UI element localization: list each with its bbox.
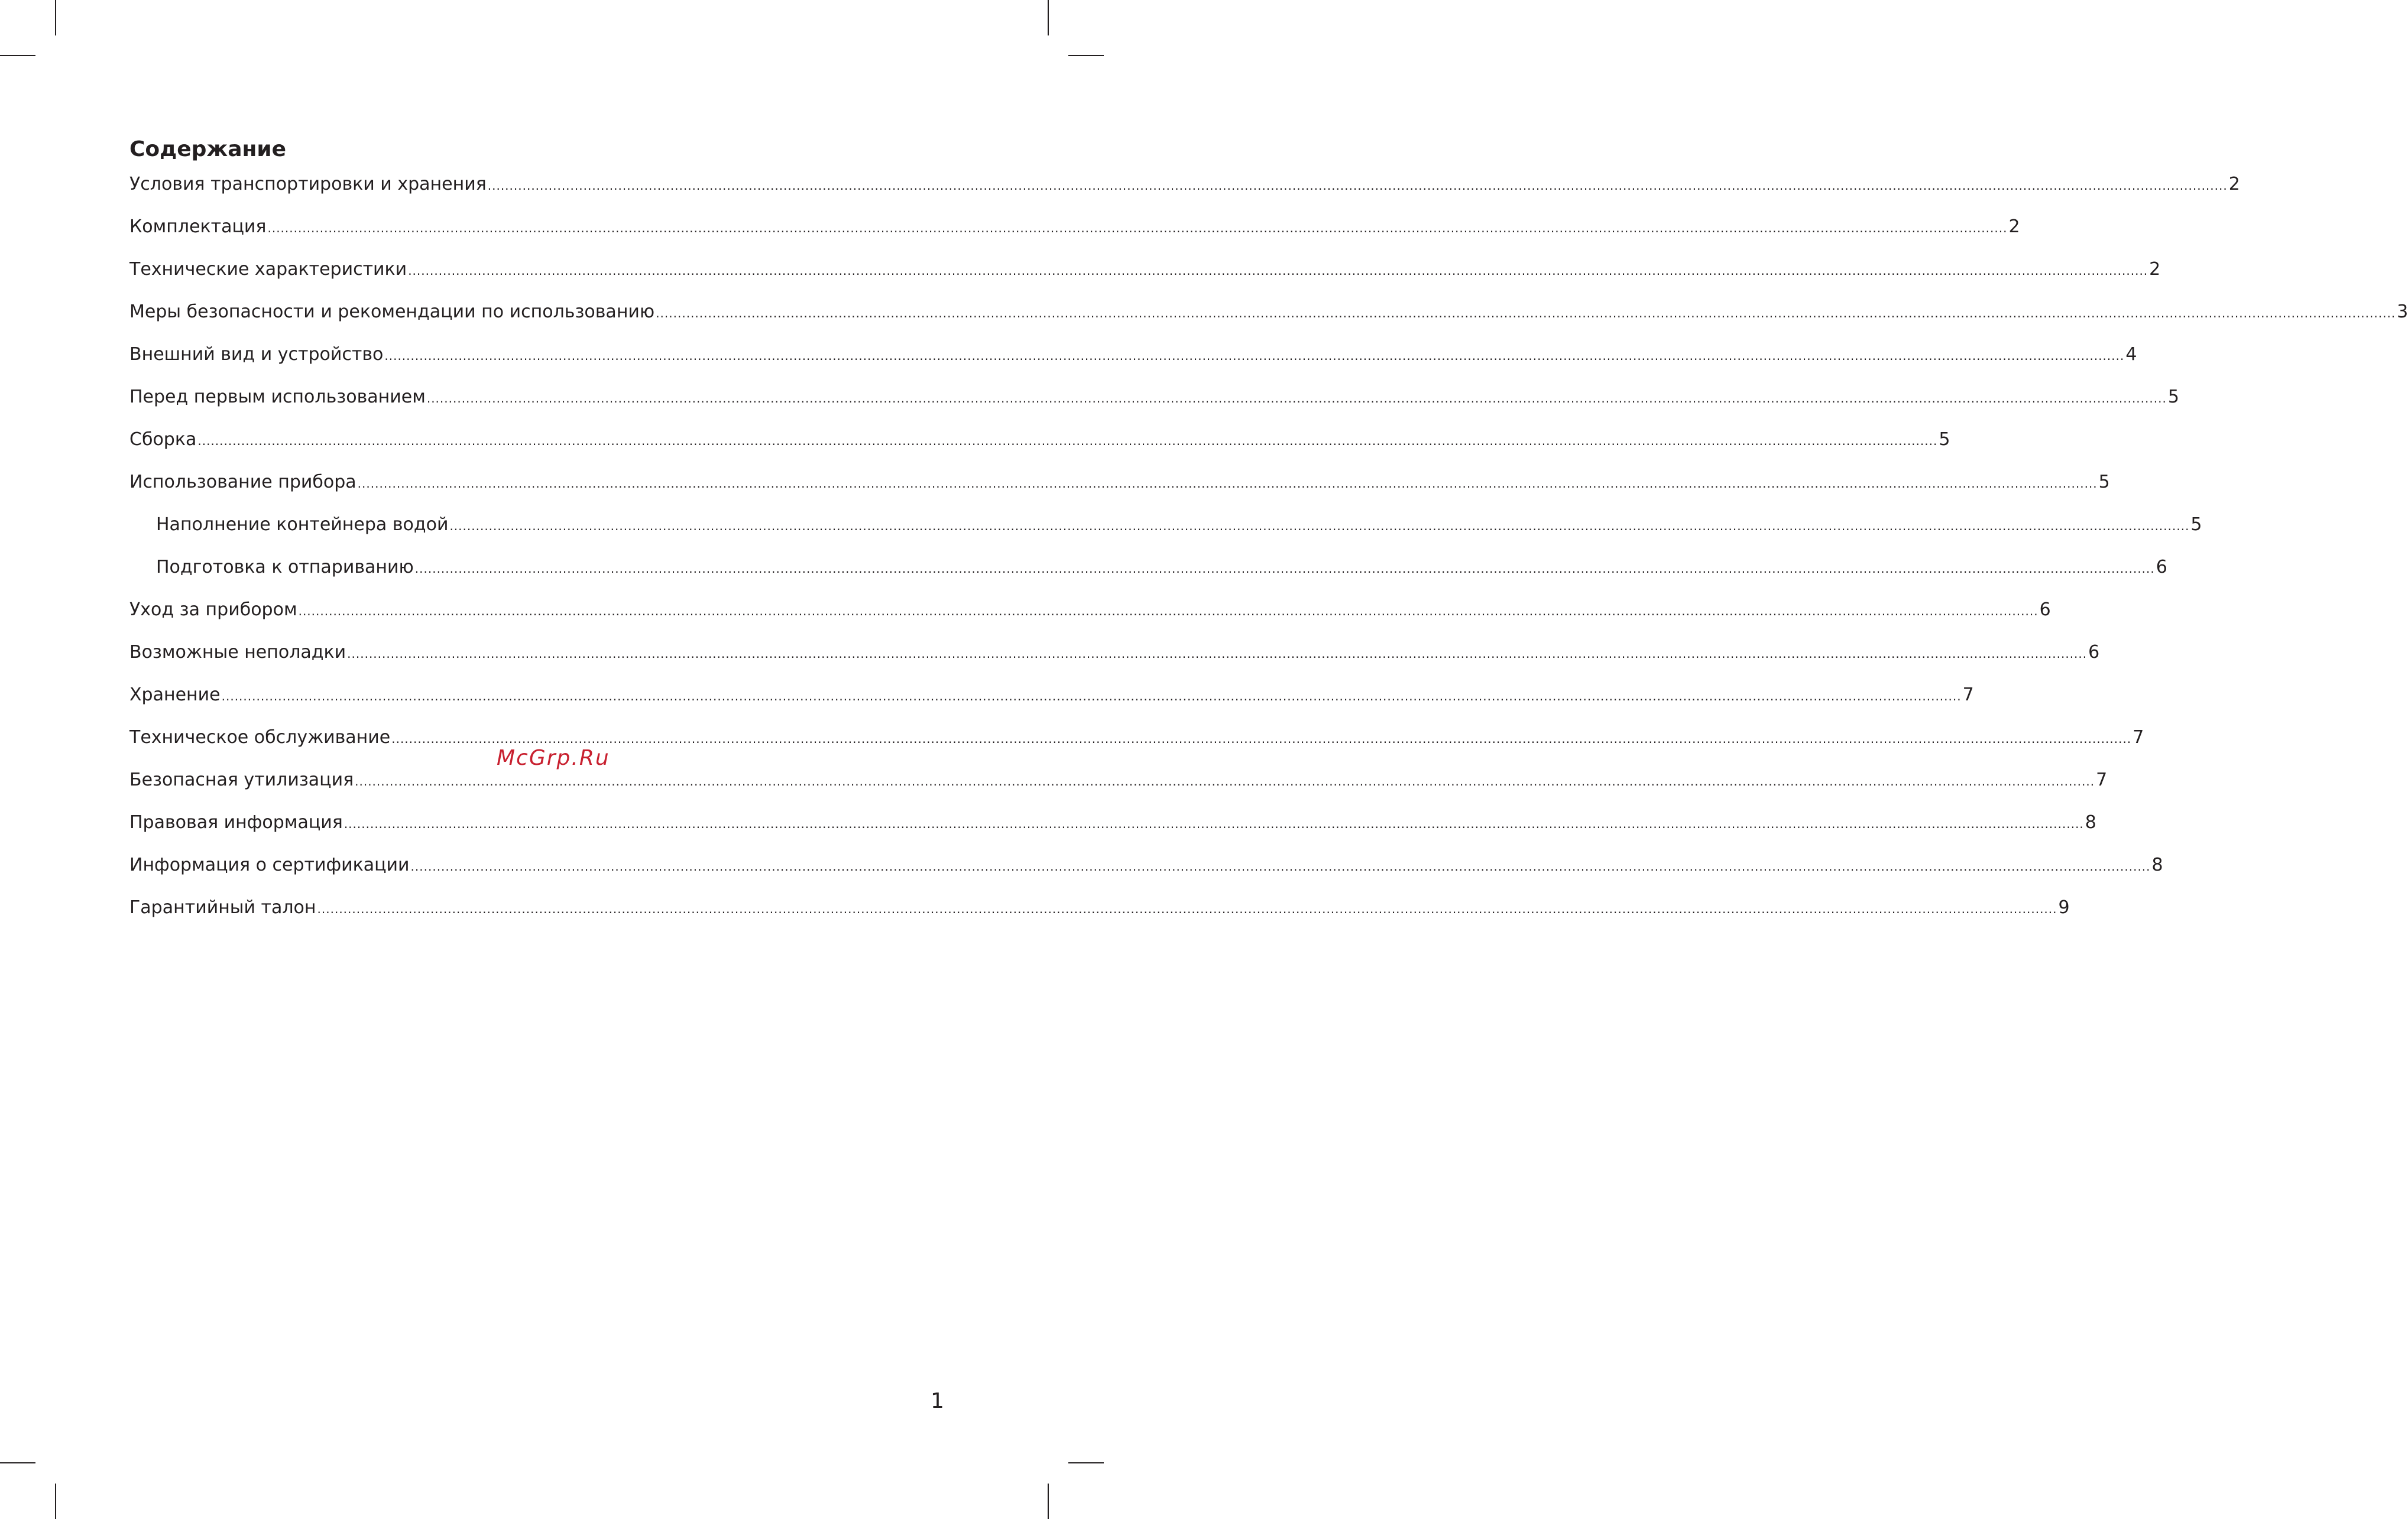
toc-entry-page: 5 bbox=[2190, 514, 2202, 535]
toc-entry-label: Условия транспортировки и хранения bbox=[129, 174, 487, 194]
toc-entry-label: Информация о сертификации bbox=[129, 855, 410, 875]
toc-entry-page: 5 bbox=[2098, 472, 2110, 492]
crop-mark-bottom-right-vertical bbox=[1048, 1484, 1049, 1519]
toc-entry-label: Технические характеристики bbox=[129, 259, 407, 280]
toc-entry-label: Гарантийный талон bbox=[129, 897, 316, 918]
toc-entry-page: 2 bbox=[2149, 259, 2161, 280]
toc-entry[interactable] bbox=[129, 173, 2240, 215]
toc-entry-page: 8 bbox=[2085, 812, 2096, 833]
toc-entry-label: Уход за прибором bbox=[129, 599, 297, 620]
toc-entry-label: Меры безопасности и рекомендации по использованию bbox=[129, 301, 655, 322]
toc-entry-page: 6 bbox=[2088, 642, 2100, 663]
toc-entry[interactable] bbox=[129, 598, 2051, 641]
toc-entry-label: Хранение bbox=[129, 684, 221, 705]
toc-leader-dots: ................................................................................................................................................................................................................................................................................................................................................................................................................ bbox=[298, 604, 2038, 618]
toc-leader-dots: ................................................................................................................................................................................................................................................................................................................................................................................................................ bbox=[414, 561, 2155, 576]
toc-leader-dots: ................................................................................................................................................................................................................................................................................................................................................................................................................ bbox=[197, 434, 1938, 448]
toc-title: Содержание bbox=[129, 137, 287, 161]
toc-entry[interactable] bbox=[129, 683, 1974, 726]
toc-entry-page: 6 bbox=[2156, 557, 2167, 577]
toc-leader-dots: ................................................................................................................................................................................................................................................................................................................................................................................................................ bbox=[384, 349, 2125, 363]
toc-leader-dots: ................................................................................................................................................................................................................................................................................................................................................................................................................ bbox=[221, 689, 1962, 703]
crop-mark-bottom-left-horizontal bbox=[0, 1462, 35, 1463]
toc-entry-label: Внешний вид и устройство bbox=[129, 344, 384, 365]
page-number: 1 bbox=[931, 1389, 944, 1413]
toc-entry[interactable] bbox=[129, 853, 2163, 896]
toc-entry-page: 7 bbox=[2132, 727, 2144, 748]
toc-entry[interactable] bbox=[129, 811, 2096, 853]
toc-leader-dots: ................................................................................................................................................................................................................................................................................................................................................................................................................ bbox=[656, 306, 2396, 320]
toc-entry-label: Сборка bbox=[129, 429, 197, 450]
toc-entry[interactable] bbox=[129, 470, 2110, 513]
crop-mark-top-left-horizontal bbox=[0, 55, 35, 56]
toc-entry-page: 4 bbox=[2125, 344, 2137, 365]
toc-entry-page: 6 bbox=[2039, 599, 2051, 620]
toc-entry-label: Подготовка к отпариванию bbox=[156, 557, 414, 577]
toc-leader-dots: ................................................................................................................................................................................................................................................................................................................................................................................................................ bbox=[426, 391, 2167, 405]
watermark: McGrp.Ru bbox=[497, 746, 610, 770]
toc-entry-page: 8 bbox=[2151, 855, 2163, 875]
toc-leader-dots: ................................................................................................................................................................................................................................................................................................................................................................................................................ bbox=[317, 902, 2057, 916]
toc-entry[interactable] bbox=[129, 215, 2020, 258]
crop-mark-bottom-left-vertical bbox=[55, 1484, 56, 1519]
toc-entry[interactable] bbox=[129, 428, 1950, 470]
toc-entry[interactable] bbox=[129, 768, 2108, 811]
toc-leader-dots: ................................................................................................................................................................................................................................................................................................................................................................................................................ bbox=[391, 732, 2132, 746]
toc-entry[interactable] bbox=[129, 343, 2137, 385]
toc-entry-label: Возможные неполадки bbox=[129, 642, 346, 663]
toc-entry[interactable] bbox=[129, 641, 2100, 683]
toc-entry[interactable] bbox=[129, 300, 2408, 343]
toc-entry-page: 7 bbox=[2096, 770, 2108, 790]
toc-leader-dots: ................................................................................................................................................................................................................................................................................................................................................................................................................ bbox=[355, 774, 2095, 788]
toc-leader-dots: ................................................................................................................................................................................................................................................................................................................................................................................................................ bbox=[343, 817, 2084, 831]
toc-subentry[interactable] bbox=[129, 513, 2202, 556]
toc-entry-page: 9 bbox=[2058, 897, 2070, 918]
toc-entry-page: 2 bbox=[2228, 174, 2240, 194]
toc-entry-page: 7 bbox=[1962, 684, 1974, 705]
toc-entry[interactable] bbox=[129, 896, 2070, 939]
toc-leader-dots: ................................................................................................................................................................................................................................................................................................................................................................................................................ bbox=[357, 476, 2098, 491]
crop-mark-top-left-vertical bbox=[55, 0, 56, 35]
table-of-contents bbox=[129, 135, 2408, 939]
toc-entry-page: 5 bbox=[1939, 429, 1950, 450]
toc-entry[interactable] bbox=[129, 385, 2179, 428]
toc-leader-dots: ................................................................................................................................................................................................................................................................................................................................................................................................................ bbox=[449, 519, 2190, 533]
toc-leader-dots: ................................................................................................................................................................................................................................................................................................................................................................................................................ bbox=[487, 178, 2228, 193]
toc-entry-page: 5 bbox=[2167, 387, 2179, 407]
toc-entry-label: Техническое обслуживание bbox=[129, 727, 391, 748]
toc-entry-label: Наполнение контейнера водой bbox=[156, 514, 449, 535]
toc-subentry[interactable] bbox=[129, 556, 2167, 598]
crop-mark-bottom-right-horizontal bbox=[1068, 1462, 1104, 1463]
toc-entry-page: 3 bbox=[2397, 301, 2408, 322]
toc-leader-dots: ................................................................................................................................................................................................................................................................................................................................................................................................................ bbox=[408, 264, 2148, 278]
toc-leader-dots: ................................................................................................................................................................................................................................................................................................................................................................................................................ bbox=[347, 647, 2088, 661]
toc-leader-dots: ................................................................................................................................................................................................................................................................................................................................................................................................................ bbox=[267, 221, 2008, 235]
crop-mark-top-right-horizontal bbox=[1068, 55, 1104, 56]
toc-entry-label: Комплектация bbox=[129, 216, 267, 237]
toc-leader-dots: ................................................................................................................................................................................................................................................................................................................................................................................................................ bbox=[410, 859, 2151, 874]
toc-list bbox=[129, 173, 2408, 939]
toc-entry[interactable] bbox=[129, 258, 2161, 300]
toc-entry-label: Правовая информация bbox=[129, 812, 343, 833]
toc-entry-label: Использование прибора bbox=[129, 472, 356, 492]
toc-entry-label: Перед первым использованием bbox=[129, 387, 426, 407]
toc-entry-page: 2 bbox=[2008, 216, 2020, 237]
crop-mark-top-right-vertical bbox=[1048, 0, 1049, 35]
toc-entry-label: Безопасная утилизация bbox=[129, 770, 354, 790]
